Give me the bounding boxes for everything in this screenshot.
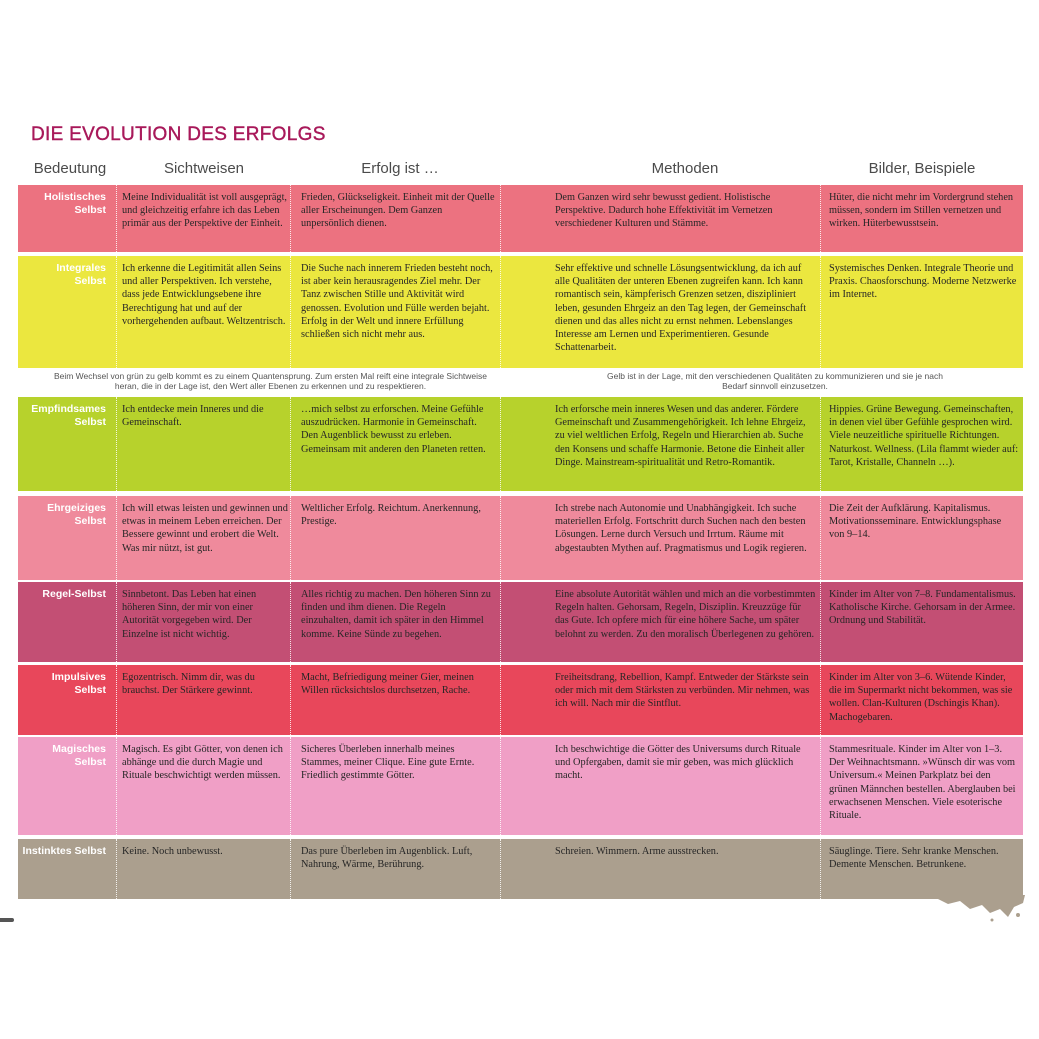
cell-bilder: Kinder im Alter von 7–8. Fundamentalismus. Katholische Kirche. Gehorsam in der Armee. Ordnung und Stabilität. bbox=[829, 589, 1016, 627]
row-label: Impulsives Selbst bbox=[51, 671, 106, 696]
cell-erfolg: Sicheres Überleben innerhalb meines Stammes, meiner Clique. Eine gute Ernte. Friedlich gestimmte Götter. bbox=[301, 744, 475, 782]
page-title: DIE EVOLUTION DES ERFOLGS bbox=[31, 124, 326, 145]
cell-sichtweisen: Magisch. Es gibt Götter, von denen ich abhänge und die durch Magie und Rituale beschwichtigt werden müssen. bbox=[122, 744, 283, 782]
column-header-methoden: Methoden bbox=[651, 160, 719, 177]
table-row-regel bbox=[18, 582, 1023, 662]
cell-sichtweisen: Meine Individualität ist voll ausgeprägt, und gleichzeitig erfahre ich das Leben primär aus der Perspektive der Einheit. bbox=[122, 192, 288, 230]
cell-bilder: Stammesrituale. Kinder im Alter von 1–3. Der Weihnachtsmann. »Wünsch dir was vom Universum.« Meinen Parkplatz bei den grünen Männchen bestellen. Aberglauben bei erwachsenen Menschen. Viele esoterische Rituale. bbox=[829, 744, 1016, 822]
cell-methoden: Sehr effektive und schnelle Lösungsentwicklung, da ich auf alle Qualitäten der unteren Ebenen zugreifen kann. Ich kann romantisch sein, kämpferisch Grenzen setzen, diszipliniert leben, gesunden Ehrgeiz an den Tag legen, der Gemeinschaft dienen und das alles nicht zu ernst nehmen. Lebenslanges Interesse am Lernen und Experimentieren. Gesunde Schattenarbeit. bbox=[555, 263, 807, 354]
table-row-integral bbox=[18, 256, 1023, 368]
table-row-holistisch bbox=[18, 185, 1023, 252]
cell-methoden: Ich erforsche mein inneres Wesen und das anderer. Fördere Gemeinschaft und Zusammengehörigkeit. Ich lehne Ehrgeiz, zu viel weltlichen Erfolg, Regeln und Hierarchien ab. Suche den Konsens und schaffe Harmonie. Betone die Einheit aller Dinge. Mainstream-spiritualität und Retro-Romantik. bbox=[555, 404, 806, 468]
table-row-impulsiv bbox=[18, 665, 1023, 735]
row-label: Instinktes Selbst bbox=[22, 845, 106, 857]
cell-bilder: Die Zeit der Aufklärung. Kapitalismus. Motivationsseminare. Entwicklungsphase von 9–14. bbox=[829, 503, 1002, 541]
cell-methoden: Ich beschwichtige die Götter des Universums durch Rituale und Opfergaben, damit sie mir geben, was mich glücklich macht. bbox=[555, 744, 801, 782]
table-row-empfindsam bbox=[18, 397, 1023, 491]
cell-erfolg: Frieden, Glückseligkeit. Einheit mit der Quelle aller Erscheinungen. Dem Ganzen unpersönlich dienen. bbox=[301, 192, 495, 230]
row-label: Magisches Selbst bbox=[52, 743, 106, 768]
cell-sichtweisen: Sinnbetont. Das Leben hat einen höheren Sinn, der mir von einer Autorität vorgegeben wird. Der Einzelne ist nicht wichtig. bbox=[122, 589, 257, 640]
cell-methoden: Freiheitsdrang, Rebellion, Kampf. Entweder der Stärkste sein oder mich mit dem Stärksten zu verbünden. Mir nehmen, was ich will. Nach mir die Sintflut. bbox=[555, 672, 810, 710]
row-label: Empfindsames Selbst bbox=[31, 403, 106, 428]
column-header-bedeutung: Bedeutung bbox=[33, 160, 107, 177]
cell-erfolg: Macht, Befriedigung meiner Gier, meinen Willen rücksichtslos durchsetzen, Rache. bbox=[301, 672, 474, 697]
row-label: Integrales Selbst bbox=[56, 262, 106, 287]
column-headers bbox=[0, 160, 1039, 186]
cell-bilder: Säuglinge. Tiere. Sehr kranke Menschen. Demente Menschen. Betrunkene. bbox=[829, 846, 999, 871]
cell-erfolg: Alles richtig zu machen. Den höheren Sinn zu finden und ihm dienen. Die Regeln einzuhalten, damit ich später in den Himmel komme. Keine Sünde zu begehen. bbox=[301, 589, 491, 640]
table-row-ehrgeizig bbox=[18, 496, 1023, 580]
cell-methoden: Ich strebe nach Autonomie und Unabhängigkeit. Ich suche materiellen Erfolg. Fortschritt durch Suchen nach den besten Lösungen. Lerne durch Versuch und Irrtum. Räume mit abgestaubten Mythen auf. Pragmatismus und Logik regieren. bbox=[555, 503, 807, 554]
cell-methoden: Eine absolute Autorität wählen und mich an die vorbestimmten Regeln halten. Gehorsam, Regeln, Disziplin. Kreuzzüge für das Gute. Ich opfere mich für eine höhere Sache, um später belohnt zu werden. Zu den moralisch Überlegenen zu gehören. bbox=[555, 589, 816, 640]
cell-methoden: Dem Ganzen wird sehr bewusst gedient. Holistische Perspektive. Dadurch hohe Effektivität im Vernetzen verschiedener Kulturen und Stämme. bbox=[555, 192, 773, 230]
cell-bilder: Kinder im Alter von 3–6. Wütende Kinder, die im Supermarkt nicht bekommen, was sie wollen. Clan-Kulturen (Dschingis Khan). Machogebaren. bbox=[829, 672, 1013, 723]
cell-bilder: Hippies. Grüne Bewegung. Gemeinschaften, in denen viel über Gefühle gesprochen wird. Viele neuzeitliche spirituelle Richtungen. Naturkost. Wellness. (Lila flammt wieder auf: Tarot, Kristalle, Channeln …). bbox=[829, 404, 1019, 468]
cell-erfolg: Das pure Überleben im Augenblick. Luft, Nahrung, Wärme, Berührung. bbox=[301, 846, 473, 871]
row-label: Holistisches Selbst bbox=[44, 191, 106, 216]
corner-mark bbox=[0, 918, 14, 922]
row-label: Regel-Selbst bbox=[42, 588, 106, 600]
row-label: Ehrgeiziges Selbst bbox=[47, 502, 106, 527]
column-header-erfolg: Erfolg ist … bbox=[361, 160, 439, 177]
cell-sichtweisen: Ich entdecke mein Inneres und die Gemeinschaft. bbox=[122, 404, 264, 429]
column-header-bilder: Bilder, Beispiele bbox=[868, 160, 976, 177]
note-right: Gelb ist in der Lage, mit den verschiedenen Qualitäten zu kommunizieren und sie je nach Bedarf sinnvoll einzusetzen. bbox=[607, 371, 943, 391]
cell-erfolg: Weltlicher Erfolg. Reichtum. Anerkennung, Prestige. bbox=[301, 503, 481, 528]
cell-erfolg: Die Suche nach innerem Frieden besteht noch, ist aber kein herausragendes Ziel mehr. Der Tanz zwischen Stille und Aktivität wird genossen. Evolution und Fülle werden bejaht. Erfolg in der Welt und innere Erfüllung schließen sich nicht mehr aus. bbox=[301, 263, 493, 341]
column-header-sichtweisen: Sichtweisen bbox=[163, 160, 245, 177]
table-row-instinkt bbox=[18, 839, 1023, 899]
table-row-magisch bbox=[18, 737, 1023, 835]
cell-sichtweisen: Ich will etwas leisten und gewinnen und etwas in meinem Leben erreichen. Der Bessere gewinnt und erobert die Welt. Was mir nützt, ist gut. bbox=[122, 503, 288, 554]
torn-paper-decoration bbox=[930, 895, 1025, 925]
cell-bilder: Systemisches Denken. Integrale Theorie und Praxis. Chaosforschung. Moderne Netzwerke im Internet. bbox=[829, 263, 1017, 301]
cell-sichtweisen: Ich erkenne die Legitimität allen Seins und aller Perspektiven. Ich verstehe, dass jede Entwicklungsebene ihre Berechtigung hat und auf der vorhergehenden aufbaut. Weltzentrisch. bbox=[122, 263, 286, 327]
cell-sichtweisen: Egozentrisch. Nimm dir, was du brauchst. Der Stärkere gewinnt. bbox=[122, 672, 255, 697]
cell-sichtweisen: Keine. Noch unbewusst. bbox=[122, 846, 223, 857]
note-left: Beim Wechsel von grün zu gelb kommt es zu einem Quantensprung. Zum ersten Mal reift eine integrale Sichtweise heran, die in der Lage ist, den Wert aller Ebenen zu erkennen und zu respektieren. bbox=[53, 371, 488, 391]
cell-erfolg: …mich selbst zu erforschen. Meine Gefühle auszudrücken. Harmonie in Gemeinschaft. Den Augenblick bewusst zu erleben. Gemeinsam mit anderen den Planeten retten. bbox=[301, 404, 486, 455]
cell-bilder: Hüter, die nicht mehr im Vordergrund stehen müssen, sondern im Stillen vernetzen und wirken. Hüterbewusstsein. bbox=[829, 192, 1014, 230]
cell-methoden: Schreien. Wimmern. Arme ausstrecken. bbox=[555, 846, 719, 857]
